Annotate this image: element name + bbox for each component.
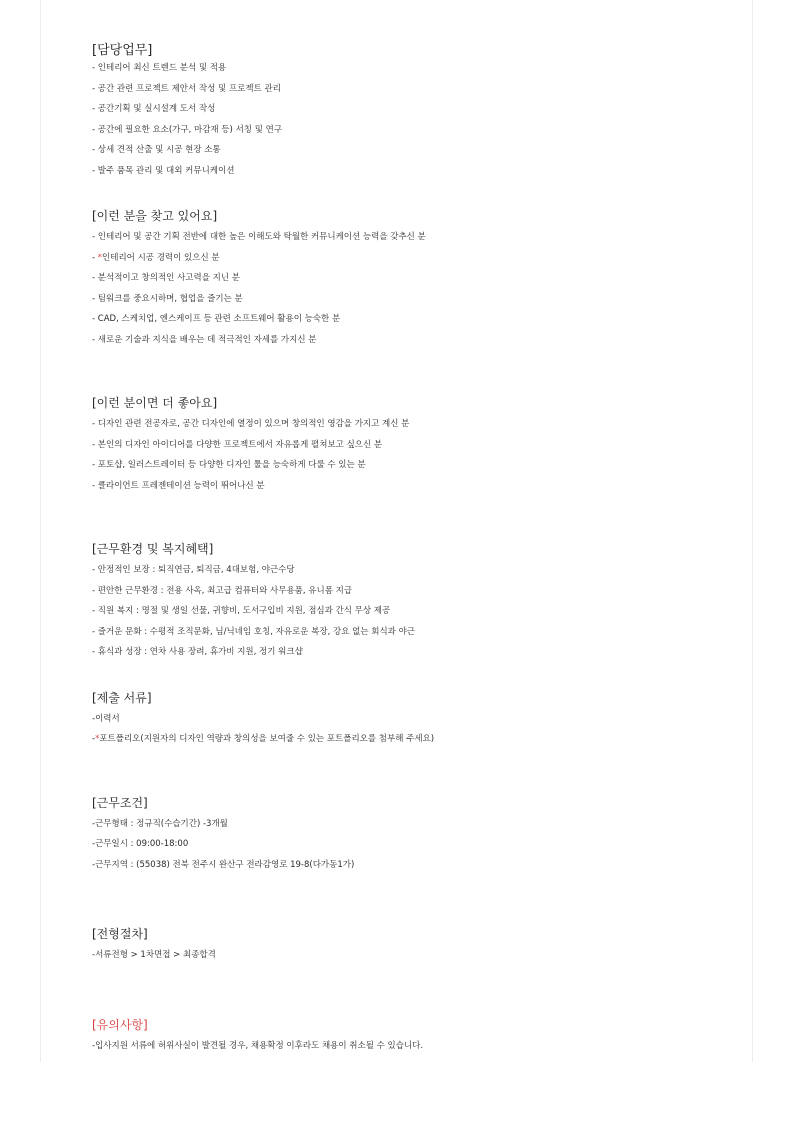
section-title-looking-for: [이런 분을 찾고 있어요]	[92, 209, 218, 223]
list-item: - CAD, 스케치업, 엔스케이프 등 관련 소프트웨어 활용이 능숙한 분	[92, 314, 341, 324]
list-item: - 인테리어 및 공간 기획 전반에 대한 높은 이해도와 탁월한 커뮤니케이션 능력을 갖추신 분	[92, 232, 426, 242]
list-item: -근무지역 : (55038) 전북 전주시 완산구 전라감영로 19-8(다가동1가)	[92, 859, 355, 870]
process-list	[92, 950, 732, 961]
list-item: -근무형태 : 정규직(수습기간) -3개월	[92, 818, 228, 829]
list-item: - 공간 관련 프로젝트 제안서 작성 및 프로젝트 관리	[92, 83, 281, 94]
section-title-notice: [유의사항]	[92, 1017, 148, 1032]
list-item: - 공간기획 및 실시설계 도서 작성	[92, 104, 216, 114]
section-title-benefits: [근무환경 및 복지혜택]	[92, 542, 214, 556]
list-item: - 인테리어 최신 트렌드 분석 및 적용	[92, 63, 227, 73]
list-item: - 편안한 근무환경 : 전용 사옥, 최고급 컴퓨터와 사무용품, 유니폼 지급	[92, 585, 353, 596]
benefits-list	[92, 565, 732, 658]
looking-for-list	[92, 232, 732, 346]
required-mark: *	[97, 252, 103, 263]
list-item: -*포트폴리오(지원자의 디자인 역량과 창의성을 보여줄 수 있는 포트폴리오를 첨부해 주세요)	[92, 734, 435, 744]
duties-list	[92, 63, 732, 177]
required-mark: *	[95, 734, 100, 744]
list-item: - 공간에 필요한 요소(가구, 마감재 등) 서칭 및 연구	[92, 124, 283, 135]
list-item: - 본인의 디자인 아이디어를 다양한 프로젝트에서 자유롭게 펼쳐보고 싶으신 분	[92, 439, 383, 450]
list-item: - 휴식과 성장 : 연차 사용 장려, 휴가비 지원, 정기 워크샵	[92, 647, 303, 657]
list-item: -입사지원 서류에 허위사실이 발견될 경우, 채용확정 이후라도 채용이 취소될 수 있습니다.	[92, 1040, 424, 1051]
clipped-section-title: [담당업무]	[92, 43, 153, 58]
list-item: - 상세 견적 산출 및 시공 현장 소통	[92, 145, 221, 155]
list-item: - 즐거운 문화 : 수평적 조직문화, 님/닉네임 호칭, 자유로운 복장, 강요 없는 회식과 야근	[92, 626, 415, 637]
list-item: - 포토샵, 일러스트레이터 등 다양한 디자인 툴을 능숙하게 다룰 수 있는 분	[92, 460, 366, 470]
section-title-preferred: [이런 분이면 더 좋아요]	[92, 396, 218, 410]
list-item: - 발주 품목 관리 및 대외 커뮤니케이션	[92, 165, 235, 176]
preferred-list	[92, 419, 732, 492]
conditions-list	[92, 819, 732, 871]
list-item: - 안정적인 보장 : 퇴직연금, 퇴직금, 4대보험, 야근수당	[92, 565, 295, 575]
section-title-process: [전형절차]	[92, 927, 148, 941]
job-posting-body	[92, 44, 732, 1061]
list-item: - 새로운 기술과 지식을 배우는 데 적극적인 자세를 가지신 분	[92, 334, 317, 345]
list-item: - *인테리어 시공 경력이 있으신 분	[92, 252, 220, 263]
list-item: - 팀워크를 중요시하며, 협업을 즐기는 분	[92, 293, 243, 304]
list-item: -근무일시 : 09:00-18:00	[92, 839, 189, 849]
documents-list	[92, 714, 732, 746]
list-item: -이력서	[92, 713, 120, 724]
section-title-documents: [제출 서류]	[92, 690, 152, 705]
list-item: - 분석적이고 창의적인 사고력을 지닌 분	[92, 273, 240, 283]
list-item: - 직원 복지 : 명절 및 생일 선물, 귀향비, 도서구입비 지원, 점심과 간식 무상 제공	[92, 606, 391, 616]
list-item: -서류전형 > 1차면접 > 최종합격	[92, 950, 216, 960]
notice-list	[92, 1041, 732, 1052]
section-title-conditions: [근무조건]	[92, 795, 148, 810]
list-item: - 디자인 관련 전공자로, 공간 디자인에 열정이 있으며 창의적인 영감을 가지고 계신 분	[92, 419, 410, 429]
list-item: - 클라이언트 프레젠테이션 능력이 뛰어나신 분	[92, 480, 265, 491]
